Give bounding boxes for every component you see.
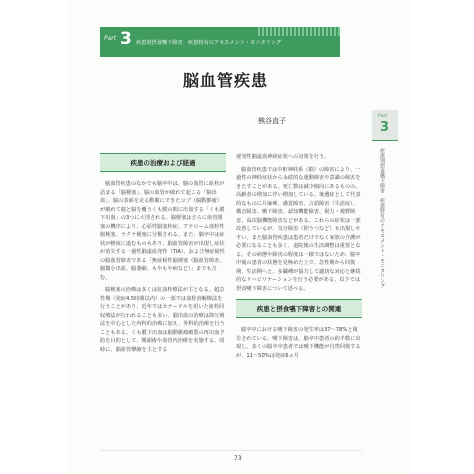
section-heading-treatment: 疾患の治療および経過 (100, 153, 226, 172)
side-tab (372, 110, 398, 141)
chapter-header-bar (100, 27, 340, 57)
paragraph: 脳血管疾患のなかでも脳卒中は、脳の血管に血栓が詰まる「脳梗塞」、脳の血管が破れて起こる「脳出血」、脳の表面を走る動脈にできたコブ（脳動脈瘤）が破れて脳と脳を覆うくも膜の間に出血する「くも膜下出血」の3つに大別される。脳梗塞はさらに血管閉塞の機序により、心原性脳塞栓症、アテローム血栓性脳梗塞、ラクナ梗塞に分類される。また、脳卒中は症状が軽度に進むものもあり、脳血管障害が出現し症状が消失する一過性脳虚血発作（TIA）、および無症候性の脳血管障害である「無症候性脳梗塞（脳血管障害、脳微小出血、脳萎縮、もやもや病など）」までも含む。 (100, 181, 225, 281)
chapter-subtitle: 疾患別摂食嚥下障害 疾患特有のアセスメント・モニタリング (136, 40, 282, 46)
right-column (236, 153, 362, 364)
side-part-number: 3 (380, 120, 390, 135)
paragraph: 脳血管疾患では中枢神経系（脳）の障害により、一過性の神経症状から永続的な運動障害や意識の障害をきたすことがある。死亡数は減少傾向にあるものの、高齢者の増加に伴い増加している。後遺症として代表的なものに片麻痺、感覚障害、言語障害（失語症）、構音障害、嚥下障害、認知機能障害、視力・視野障害、高次脳機能障害などがある。これらの症状は一部改善しているが、気分障害（抑うつなど）も出現しやすい。また脳血管疾患は患者だけでなく家族の介護が必要になることも多く、退院後の生活調整は重要となる。その病態や障害の程度は一様ではないため、脳卒中後の患者の状態を見極めた上で、急性期から回復期、生活期へと、多職種が協力して適切な対応と継続的なリハビリテーションを行う必要がある。以下では摂食嚥下障害について述べる。 (236, 166, 361, 292)
side-running-head: 疾患別摂食嚥下障害 疾患特有のアセスメント・モニタリング (379, 148, 385, 288)
side-part-label: Part (378, 114, 388, 119)
section-heading-dysphagia: 疾患と摂食嚥下障害との関連 (236, 299, 362, 318)
page-title: 脳血管疾患 (183, 71, 269, 90)
footer-divider (100, 450, 362, 451)
paragraph: 遅発性脳虚血神経症状への対策を行う。 (236, 154, 330, 160)
left-column (100, 153, 226, 358)
page-number: 73 (234, 455, 242, 462)
author-name: 熊谷直子 (258, 117, 286, 125)
header-decoration (258, 27, 340, 36)
part-label: Part (104, 35, 117, 42)
paragraph: 脳卒中における嚥下障害の発生率は37〜78%と報告されている。嚥下障害は、脳卒中患者の約半数に出現し、多くの脳卒中患者では嚥下機能が自然回復するが、11〜50%は発症6ヵ月 (236, 327, 361, 359)
part-number: 3 (120, 29, 132, 49)
paragraph: 脳梗塞の治療は多くは抗血栓療法が主となる。超急性期（発症4.5時間以内）の一部では血栓溶解療法を行うことがあり、近年ではカテーテルを用いた血栓回収療法が行われることも多い。脳出血の治療は降圧療法を中心とした内科的治療に加え、外科的治療を行うこともある。くも膜下出血は脳動脈瘤破裂の再出血予防を目的として、開頭術や血管内治療を実施する。同時に、脳血管攣縮を主とする (100, 287, 225, 353)
